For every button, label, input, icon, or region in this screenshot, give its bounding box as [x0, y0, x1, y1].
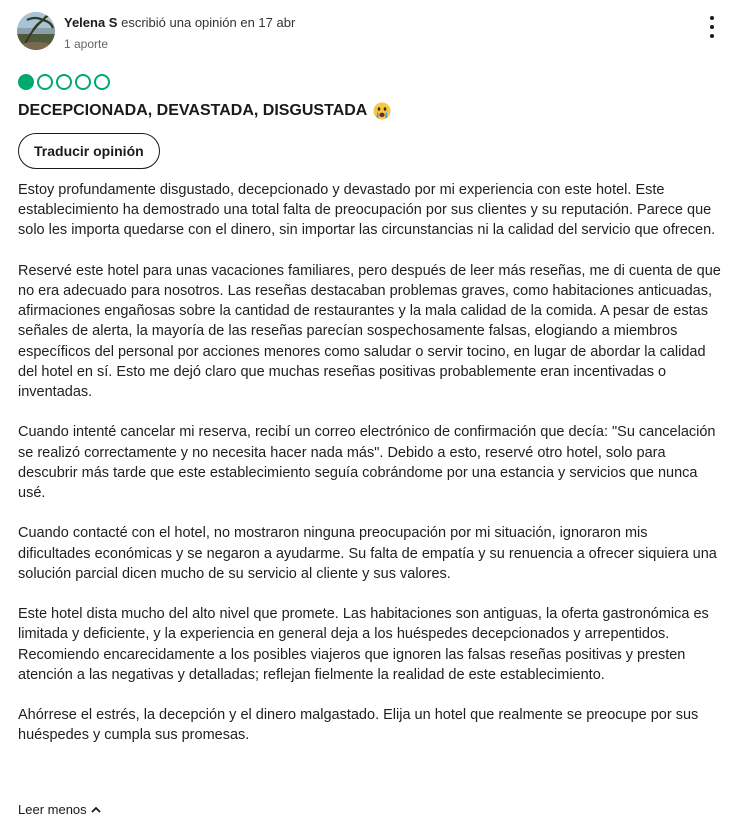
review-paragraph: Cuando contacté con el hotel, no mostraron ninguna preocupación por mi situación, ignoraron mis dificultades económicas y se negaron a ayudarme. Su falta de empatía y su renuencia a ofrecer siquiera una solución parcial dicen mucho de su servicio al cliente y sus valores.: [18, 525, 717, 582]
review-body: [18, 180, 723, 746]
review-title-text: DECEPCIONADA, DEVASTADA, DISGUSTADA: [18, 102, 368, 119]
rating-bubble-empty: [75, 74, 91, 90]
review-header: [17, 10, 722, 54]
read-less-link[interactable]: [18, 802, 101, 817]
review-paragraph: Estoy profundamente disgustado, decepcionado y devastado por mi experiencia con este hotel. Este establecimiento ha demostrado una total falta de preocupación por sus clientes y su reputación. Parece que solo les importa quedarse con el dinero, sin importar las circunstancias ni la calidad del servicio que ofrecen.: [18, 182, 716, 239]
more-dot: [710, 16, 714, 20]
translate-review-button[interactable]: Traducir opinión: [18, 133, 160, 169]
chevron-up-icon: [91, 806, 101, 814]
review-paragraph: Reservé este hotel para unas vacaciones familiares, pero después de leer más reseñas, me di cuenta de que no era adecuado para nosotros. Las reseñas destacaban problemas graves, como habitaciones anticuadas, afirmaciones engañosas sobre la cantidad de restaurantes y la mala calidad de la comida. A pesar de estas señales de alerta, la mayoría de las reseñas parecían sospechosamente falsas, elogiando a miembros específicos del personal por acciones menores como saludar o servir tocino, en lugar de abordar la calidad del hotel en sí. Esto me dejó claro que muchas reseñas positivas probablemente eran incentivadas o inventadas.: [18, 262, 721, 401]
avatar-beach-photo: [17, 12, 55, 50]
more-dot: [710, 34, 714, 38]
read-less-label: Leer menos: [18, 802, 87, 817]
more-dot: [710, 25, 714, 29]
rating-bubble-empty: [37, 74, 53, 90]
author-name[interactable]: Yelena S: [64, 15, 118, 30]
rating-bubbles: [18, 74, 110, 90]
contributions-count: 1 aporte: [64, 37, 109, 51]
review-paragraph: Ahórrese el estrés, la decepción y el dinero malgastado. Elija un hotel que realmente se preocupe por sus huéspedes y cumpla sus promesas.: [18, 707, 699, 744]
review-paragraph: Cuando intenté cancelar mi reserva, recibí un correo electrónico de confirmación que decía: "Su cancelación se realizó correctamente y no necesita hacer nada más". Debido a esto, reservé otro hotel, solo para descubrir más tarde que este establecimiento seguía cobrándome por una estancia y servicios que nunca usé.: [18, 424, 716, 502]
avatar[interactable]: [17, 12, 55, 50]
rating-bubble-empty: [94, 74, 110, 90]
author-action: escribió una opinión en 17 abr: [121, 15, 296, 30]
crying-face-emoji: [373, 102, 391, 120]
more-options-button[interactable]: [702, 14, 722, 40]
review-title: [18, 102, 391, 120]
author-line: [64, 15, 295, 30]
review-paragraph: Este hotel dista mucho del alto nivel que promete. Las habitaciones son antiguas, la oferta gastronómica es limitada y deficiente, y la experiencia en general deja a los huéspedes decepcionados y arrepentidos. Recomiendo encarecidamente a los posibles viajeros que ignoren las falsas reseñas positivas y presten atención a las negativas y detalladas; reflejan fielmente la realidad de este establecimiento.: [18, 606, 709, 683]
rating-bubble-filled: [18, 74, 34, 90]
rating-bubble-empty: [56, 74, 72, 90]
